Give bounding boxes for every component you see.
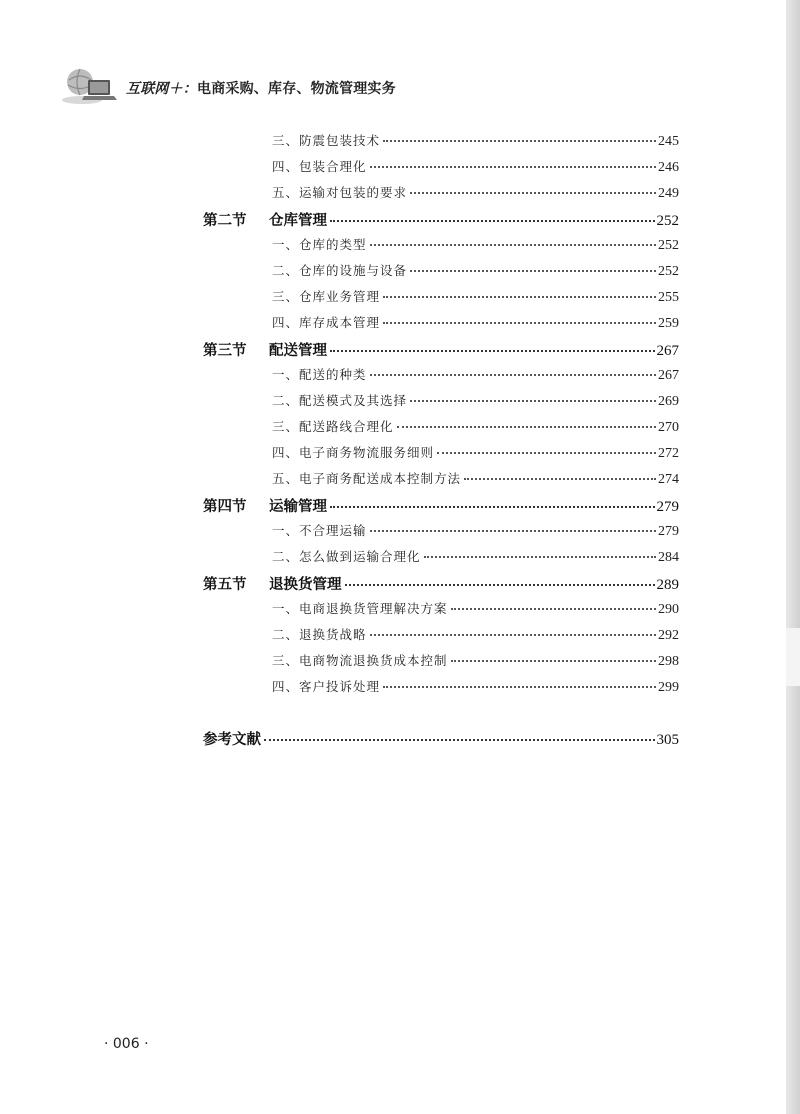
toc-section-label: 第三节 (203, 343, 247, 359)
dot-leader (383, 140, 656, 142)
toc-entry-title: 一、电商退换货管理解决方案 (272, 601, 448, 616)
page-number: · 006 · (104, 1036, 149, 1052)
dot-leader (345, 584, 655, 586)
dot-leader (424, 556, 656, 558)
toc-page-number: 252 (656, 213, 679, 229)
page-edge-shadow (786, 0, 800, 1114)
toc-page-number: 279 (656, 499, 679, 515)
toc-entry-title: 三、防震包装技术 (272, 133, 381, 148)
dot-leader (330, 220, 655, 222)
toc-entry-title: 运输管理 (269, 499, 327, 515)
toc-subsection-entry[interactable] (272, 599, 679, 621)
toc-section-entry[interactable] (203, 573, 679, 595)
toc-subsection-entry[interactable] (272, 417, 679, 439)
dot-leader (370, 634, 656, 636)
toc-subsection-entry[interactable] (272, 365, 679, 387)
toc-entry-title: 二、配送模式及其选择 (272, 393, 408, 408)
toc-page-number: 259 (658, 316, 679, 331)
toc-subsection-entry[interactable] (272, 391, 679, 413)
dot-leader (383, 322, 656, 324)
dot-leader (370, 374, 656, 376)
toc-page-number: 290 (658, 602, 679, 617)
toc-entry-title: 配送管理 (269, 343, 327, 359)
toc-entry-title: 四、电子商务物流服务细则 (272, 445, 435, 460)
toc-subsection-entry[interactable] (272, 183, 679, 205)
toc-subsection-entry[interactable] (272, 313, 679, 335)
dot-leader (410, 192, 656, 194)
dot-leader (397, 426, 656, 428)
toc-page-number: 267 (658, 368, 679, 383)
toc-entry-title: 五、运输对包装的要求 (272, 185, 408, 200)
dot-leader (451, 660, 656, 662)
toc-references-entry[interactable] (203, 728, 679, 750)
laptop-globe-logo-icon (60, 66, 118, 106)
running-header (60, 66, 460, 106)
toc-page-number: 255 (658, 290, 679, 305)
toc-page-number: 270 (658, 420, 679, 435)
toc-page-number: 252 (658, 238, 679, 253)
toc-entry-title: 四、包装合理化 (272, 159, 367, 174)
toc-section-label: 第四节 (203, 499, 247, 515)
dot-leader (383, 296, 656, 298)
dot-leader (370, 244, 656, 246)
toc-page-number: 267 (656, 343, 679, 359)
toc-entry-title: 三、电商物流退换货成本控制 (272, 653, 448, 668)
toc-entry-title: 一、配送的种类 (272, 367, 367, 382)
toc-page-number: 252 (658, 264, 679, 279)
toc-entry-title: 二、怎么做到运输合理化 (272, 549, 421, 564)
toc-entry-title: 二、仓库的设施与设备 (272, 263, 408, 278)
toc-subsection-entry[interactable] (272, 521, 679, 543)
toc-page-number: 269 (658, 394, 679, 409)
toc-section-label: 第五节 (203, 577, 247, 593)
toc-entry-title: 三、仓库业务管理 (272, 289, 381, 304)
toc-page-number: 249 (658, 186, 679, 201)
toc-entry-title: 五、电子商务配送成本控制方法 (272, 471, 462, 486)
book-title-subtitle: 电商采购、库存、物流管理实务 (197, 81, 396, 97)
toc-page-number: 274 (658, 472, 679, 487)
toc-page-number: 299 (658, 680, 679, 695)
toc-subsection-entry[interactable] (272, 287, 679, 309)
dot-leader (330, 506, 655, 508)
book-title (126, 78, 396, 98)
toc-subsection-entry[interactable] (272, 443, 679, 465)
toc-subsection-entry[interactable] (272, 261, 679, 283)
toc-page-number: 305 (656, 732, 679, 748)
toc-subsection-entry[interactable] (272, 157, 679, 179)
dot-leader (451, 608, 656, 610)
toc-subsection-entry[interactable] (272, 469, 679, 491)
toc-page-number: 246 (658, 160, 679, 175)
toc-page-number: 289 (656, 577, 679, 593)
toc-page-number: 284 (658, 550, 679, 565)
toc-page-number: 292 (658, 628, 679, 643)
toc-entry-title: 仓库管理 (269, 213, 327, 229)
toc-section-entry[interactable] (203, 495, 679, 517)
toc-section-label: 第二节 (203, 213, 247, 229)
toc-entry-title: 四、客户投诉处理 (272, 679, 381, 694)
toc-entry-title: 四、库存成本管理 (272, 315, 381, 330)
toc-subsection-entry[interactable] (272, 625, 679, 647)
dot-leader (330, 350, 655, 352)
toc-entry-title: 退换货管理 (269, 577, 342, 593)
toc-entry-title: 一、不合理运输 (272, 523, 367, 538)
toc-page-number: 298 (658, 654, 679, 669)
toc-page-number: 272 (658, 446, 679, 461)
toc-entry-title: 一、仓库的类型 (272, 237, 367, 252)
dot-leader (410, 270, 656, 272)
toc-subsection-entry[interactable] (272, 547, 679, 569)
dot-leader (437, 452, 656, 454)
toc-subsection-entry[interactable] (272, 235, 679, 257)
toc-section-entry[interactable] (203, 339, 679, 361)
toc-page-number: 279 (658, 524, 679, 539)
dot-leader (464, 478, 656, 480)
toc-section-entry[interactable] (203, 209, 679, 231)
toc-page-number: 245 (658, 134, 679, 149)
dot-leader (264, 739, 655, 741)
dot-leader (383, 686, 656, 688)
toc-entry-title: 三、配送路线合理化 (272, 419, 394, 434)
dot-leader (370, 530, 656, 532)
toc-subsection-entry[interactable] (272, 651, 679, 673)
toc-entry-title: 二、退换货战略 (272, 627, 367, 642)
toc-subsection-entry[interactable] (272, 131, 679, 153)
toc-subsection-entry[interactable] (272, 677, 679, 699)
dot-leader (410, 400, 656, 402)
toc-entry-title: 参考文献 (203, 732, 261, 748)
dot-leader (370, 166, 656, 168)
book-title-brand: 互联网＋： (126, 81, 197, 97)
